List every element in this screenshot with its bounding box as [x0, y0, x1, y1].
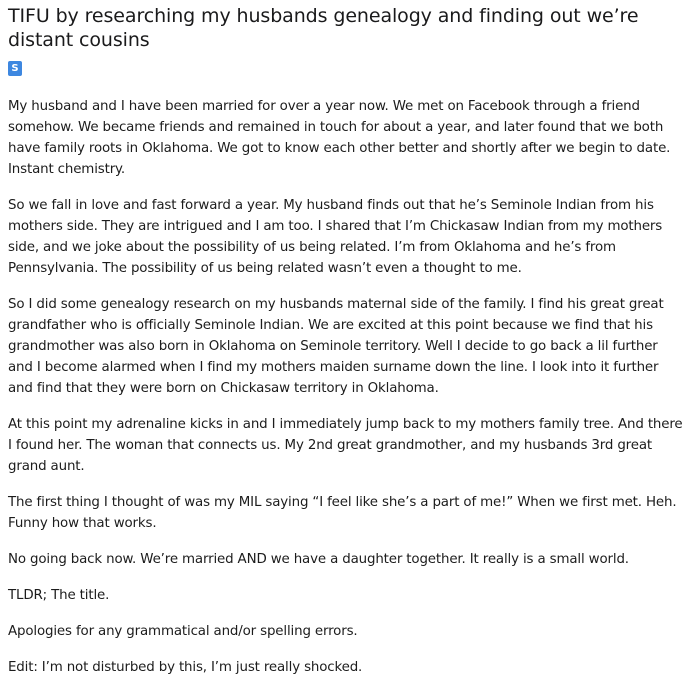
post-paragraph-2: So we fall in love and fast forward a year. My husband finds out that he’s Seminole Indian from his mothers side. They are intrigued and I am too. I shared that I’m Chickasaw Indian from my mothers side, and we joke about the possibility of us being related. I’m from Oklahoma and he’s from Pennsylvania. The possibility of us being related wasn’t even a thought to me.	[8, 198, 663, 276]
post-title[interactable]: TIFU by researching my husbands genealogy and finding out we’re distant cousins	[8, 5, 639, 51]
post-paragraph-9: Edit: I’m not disturbed by this, I’m just really shocked.	[8, 660, 363, 675]
flair-badge[interactable]: S	[8, 61, 22, 76]
post-paragraph-3: So I did some genealogy research on my husbands maternal side of the family. I find his great great grandfather who is officially Seminole Indian. We are excited at this point because we find that his grandmother was also born in Oklahoma on Seminole territory. Well I decide to go back a lil further and I become alarmed when I find my mothers maiden surname down the line. I look into it further and find that they were born on Chickasaw territory in Oklahoma.	[8, 297, 664, 396]
post-paragraph-4: At this point my adrenaline kicks in and I immediately jump back to my mothers family tree. And there I found her. The woman that connects us. My 2nd great grandmother, and my husbands 3rd great grand aunt.	[8, 417, 683, 474]
post-paragraph-5: The first thing I thought of was my MIL saying “I feel like she’s a part of me!” When we first met. Heh. Funny how that works.	[8, 495, 677, 531]
post-container	[8, 5, 686, 693]
post-paragraph-6: No going back now. We’re married AND we have a daughter together. It really is a small world.	[8, 552, 629, 567]
post-paragraph-7: TLDR; The title.	[8, 588, 110, 603]
post-paragraph-8: Apologies for any grammatical and/or spelling errors.	[8, 624, 358, 639]
post-body	[8, 96, 686, 678]
post-paragraph-1: My husband and I have been married for over a year now. We met on Facebook through a friend somehow. We became friends and remained in touch for about a year, and later found that we both have family roots in Oklahoma. We got to know each other better and shortly after we begin to date. Instant chemistry.	[8, 99, 671, 177]
